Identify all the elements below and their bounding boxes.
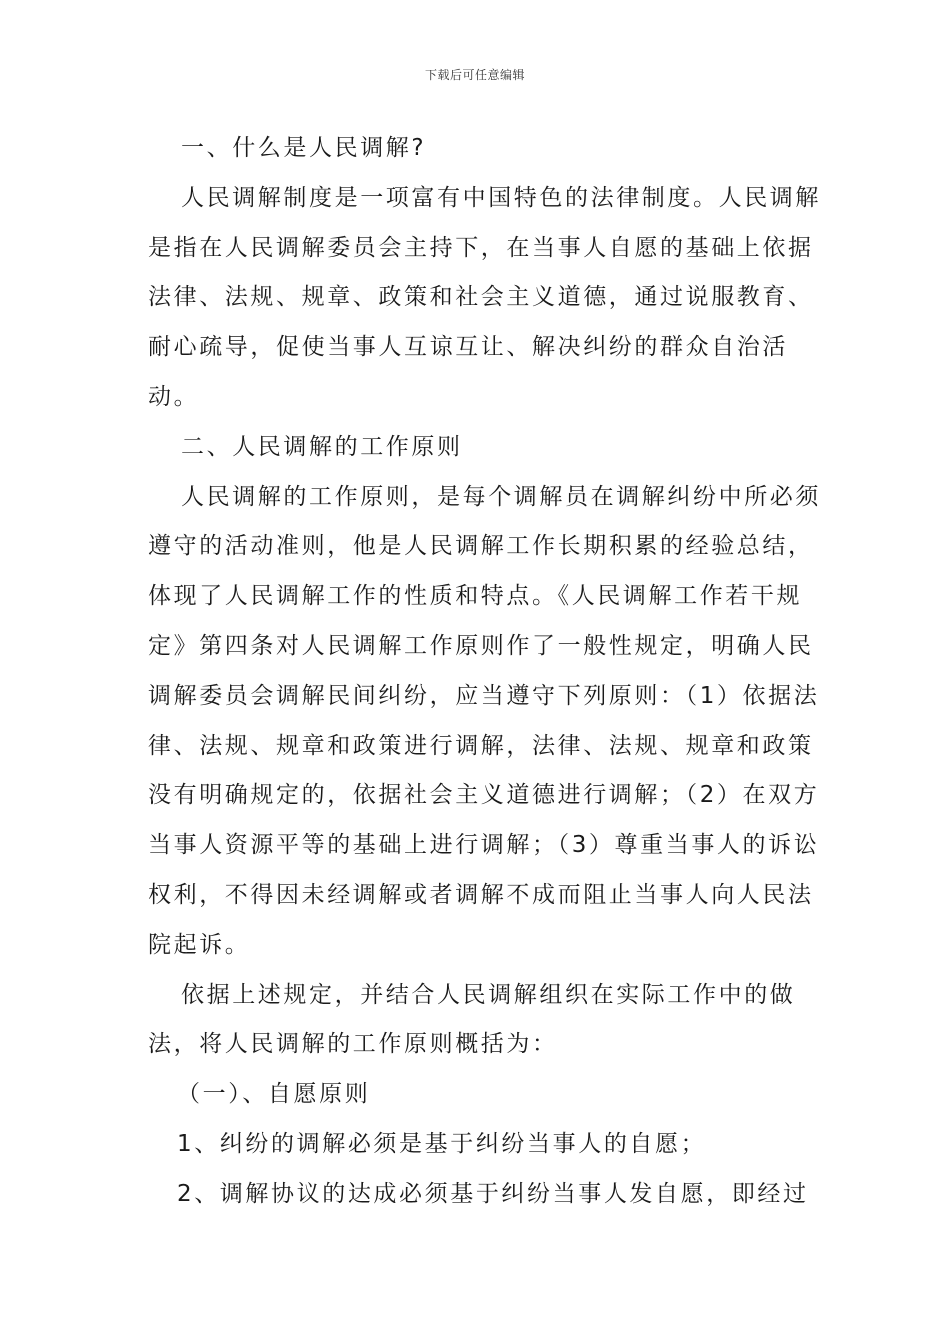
paragraph-summary: 依据上述规定，并结合人民调解组织在实际工作中的做法，将人民调解的工作原则概括为：	[148, 981, 796, 1058]
list-item-1: 1、纠纷的调解必须是基于纠纷当事人的自愿；	[177, 1130, 707, 1157]
heading-voluntary-principle: （一）、自愿原则	[177, 1081, 371, 1108]
heading-principles: 二、人民调解的工作原则	[181, 433, 463, 460]
heading-what-is-mediation: 一、什么是人民调解?	[181, 135, 427, 161]
document-body	[148, 124, 828, 1220]
list-item-2: 2、调解协议的达成必须基于纠纷当事人发自愿，即经过	[177, 1180, 809, 1207]
paragraph-principles: 人民调解的工作原则，是每个调解员在调解纠纷中所必须遵守的活动准则，他是人民调解工作长期积累的经验总结，体现了人民调解工作的性质和特点。《人民调解工作若干规定》第四条对人民调解工作原则作了一般性规定，明确人民调解委员会调解民间纠纷，应当遵守下列原则：（1）依据法律、法规、规章和政策进行调解，法律、法规、规章和政策没有明确规定的，依据社会主义道德进行调解；（2）在双方当事人资源平等的基础上进行调解；（3）尊重当事人的诉讼权利，不得因未经调解或者调解不成而阻止当事人向人民法院起诉。	[148, 483, 821, 958]
page-header: 下载后可任意编辑	[424, 68, 525, 82]
paragraph-definition: 人民调解制度是一项富有中国特色的法律制度。人民调解是指在人民调解委员会主持下，在当事人自愿的基础上依据法律、法规、规章、政策和社会主义道德，通过说服教育、耐心疏导，促使当事人互谅互让、解决纠纷的群众自治活动。	[148, 184, 821, 410]
